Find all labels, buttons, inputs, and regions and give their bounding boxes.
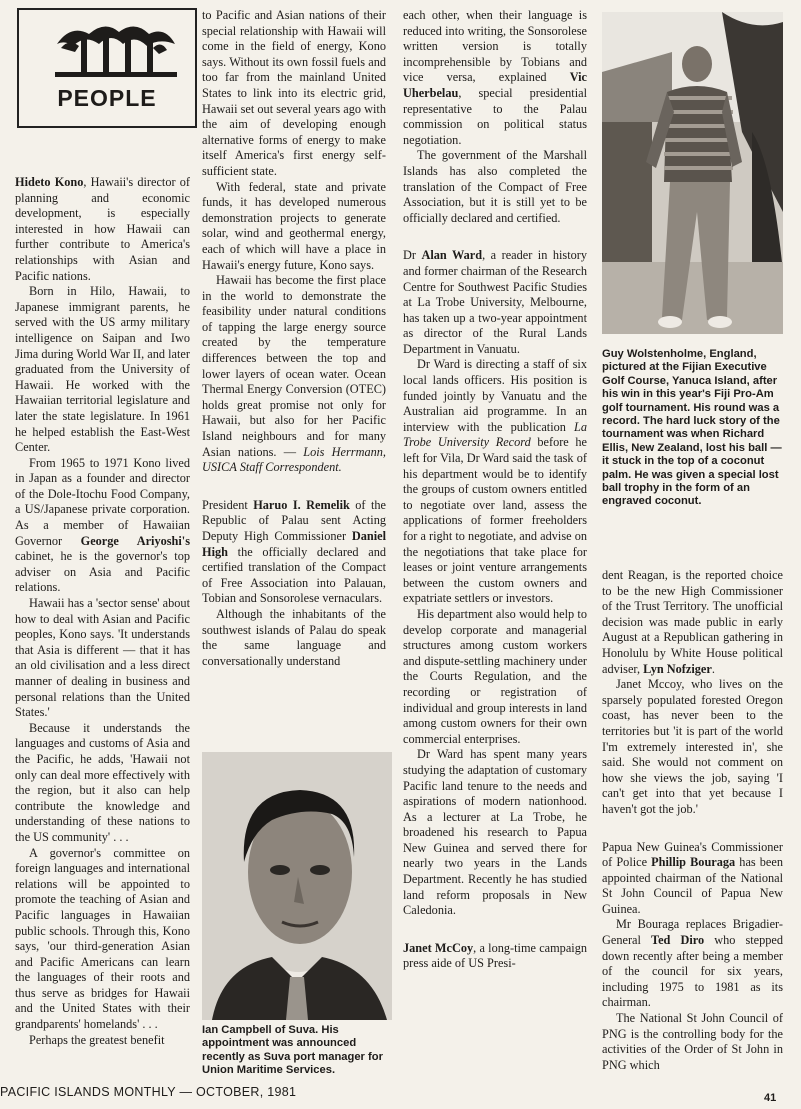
author-credit: Lois Herrmann, USICA Staff Correspondent.: [202, 444, 386, 475]
paragraph: [602, 840, 783, 918]
photo-caption-guy-wolstenholme: Guy Wolstenholme, England, pictured at the Fijian Executive Golf Course, Yanuca Island, after his win in this year's Fiji Pro-Am golf tournament. His round was a record. The hard luck story of the tournament was when Richard Ellis, New Zealand, lost his ball — it stuck in the top of a coconut palm. He was given a special lost ball trophy in the form of an engraved coconut.: [602, 348, 782, 508]
text: cabinet, he is the governor's top adviser on Asia and Pacific relations.: [15, 549, 190, 595]
text: dent Reagan, is the reported choice to be the new High Commissioner of the Trust Territory. The unofficial decision was made public in early August at a Republican gathering in Honolulu by White House political adviser,: [602, 568, 783, 676]
paragraph: Dr Ward has spent many years studying the adaptation of customary Pacific land tenure to the needs and aspirations of modern nationhood. As a lecturer at La Trobe, he broadened his research to Papua New Guinea and served there for nearly two years in the Lands Department. Recently he has studied land reform proposals in New Caledonia.: [403, 747, 587, 918]
person-name: Daniel High: [202, 529, 386, 559]
text: From 1965 to 1971 Kono lived in Japan as a founder and director of the Dole-Itochu Food Company, a US/Japanese private corporation. As a member of Hawaiian Governor: [15, 455, 190, 548]
footer-masthead: PACIFIC ISLANDS MONTHLY — OCTOBER, 1981: [0, 1085, 297, 1099]
paragraph: [602, 568, 783, 677]
paragraph: The National St John Council of PNG is the controlling body for the activities of the Order of St John in PNG which: [602, 1011, 783, 1072]
person-name: Phillip Bouraga: [651, 855, 736, 870]
publication-name: La Trobe University Record: [403, 419, 587, 450]
person-name: Ted Diro: [651, 933, 705, 948]
text: each other, when their language is reduced into writing, the Sonsorolese written version is totally incomprehensible by Tobians and vice versa, explained: [403, 8, 587, 85]
text: President: [202, 497, 254, 512]
text: has been appointed chairman of the National St John Council of Papua New Guinea.: [602, 855, 783, 916]
paragraph: [202, 273, 386, 476]
person-name: Hideto Kono: [15, 175, 84, 189]
text: , special presidential representative to the Palau commission on political status negotiation.: [403, 85, 587, 147]
paragraph: [403, 357, 587, 607]
column-4: [602, 568, 783, 1073]
paragraph: [403, 248, 587, 357]
paragraph: The government of the Marshall Islands has also completed the translation of the Compact of Free Association, but it is still yet to be officially declared and certified.: [403, 148, 587, 225]
paragraph: [15, 456, 190, 596]
column-3: [403, 8, 587, 972]
paragraph: Janet Mccoy, who lives on the sparsely populated forested Oregon coast, has never been to the territories but 'it is part of the world I'm extremely interested in', she said. She would not comment on how she views the job, saying 'I can't get into that yet because I haven't got the job.': [602, 677, 783, 816]
text: of the Republic of Palau sent Acting Deputy High Commissioner: [202, 497, 386, 543]
photo-caption-ian-campbell: Ian Campbell of Suva. His appointment was announced recently as Suva port manager for Union Maritime Services.: [202, 1024, 383, 1077]
text: , a long-time campaign press aide of US Presi-: [403, 940, 587, 971]
text: , a reader in history and former chairman of the Research Centre for Southwest Pacific Studies at La Trobe University, Melbourne, has taken up a two-year appointment as director of the Rural Lands Department in Vanuatu.: [403, 248, 588, 356]
person-name: Janet McCoy: [403, 940, 474, 955]
palm-trees-logo: [19, 16, 195, 86]
text: before he left for Vila, Dr Ward said the task of his department would be to identify the groups of custom owners entitled to negotiate over land, assess the applications of former freeholders for a right to negotiate, and advise on the negotiations that take place for leases or joint venture arrangements between the custom owners and expatriate settlers or investors.: [403, 435, 587, 606]
text: .: [711, 661, 715, 676]
text: Dr: [403, 248, 422, 263]
photo-guy-wolstenholme-golf: [602, 12, 783, 334]
paragraph: Perhaps the greatest benefit: [29, 1032, 165, 1047]
text: the officially declared and certified translation of the Compact of Free Association into Palauan, Tobian and Sonsorolese vernaculars.: [202, 544, 386, 606]
text: Dr Ward is directing a staff of six local lands officers. His position is funded jointly by Vanuatu and the Australian aid programme. In an interview with the publication: [403, 357, 587, 434]
paragraph: Born in Hilo, Hawaii, to Japanese immigrant parents, he served with the US army military intelligence on Saipan and Iwo Jima during World War II, and later graduated from the University of Hawaii. He worked with the Hawaiian territorial legislature and later the state legislature. In 1961 he helped establish the East-West Center.: [15, 284, 190, 455]
text: Papua New Guinea's Commissioner of Police: [602, 839, 783, 870]
person-name: Alan Ward: [421, 248, 483, 263]
paragraph: [15, 175, 190, 284]
paragraph: Hawaii has a 'sector sense' about how to deal with Asian and Pacific peoples, Kono says. 'It understands that Asia is different — that it has an old civilisation and a less direct manner of dealing in business and personal relations than the United States.': [15, 596, 190, 720]
paragraph: [403, 941, 587, 972]
paragraph: [403, 8, 587, 148]
person-name: Lyn Nofziger: [643, 661, 712, 676]
text: Hawaii has become the first place in the world to demonstrate the feasibility under natural conditions of tapping the large energy source created by the temperature differences between the top and lower layers of ocean water. Ocean Thermal Energy Conversion (OTEC) holds great promise not only for Hawaii, but also for her Pacific Island neighbours and for many Asian nations. —: [202, 273, 386, 459]
text: , Hawaii's director of planning and economic development, is especially interested in how Hawaii can further contribute to America's relationships with Asian and Pacific nations.: [15, 175, 190, 283]
person-name: George Ariyoshi's: [80, 533, 190, 548]
section-title: PEOPLE: [57, 85, 157, 111]
paragraph: His department also would help to develop corporate and managerial structures among custom workers and dispute-settling machinery under the Courts Regulation, and the recording or registration of individual and group interests in land among custom owners for their own commercial enterprises.: [403, 606, 587, 746]
paragraph: A governor's committee on foreign languages and international relations will be appointed to promote the teaching of Asian and Pacific languages in Hawaiian public schools. Through this, Kono says, 'our third-generation Asian and Pacific Americans can learn the languages of their roots and thus serve as bridges for Hawaii and the United States with their grandparents' homelands' . . .: [15, 845, 190, 1032]
paragraph: [202, 498, 386, 607]
person-name: Haruo I. Remelik: [253, 497, 350, 512]
text: who stepped down recently after being a member of the council for six years, including 1975 to 1981 as its chairman.: [602, 933, 784, 1010]
section-header-box: [17, 8, 197, 128]
column-1: [15, 175, 190, 1048]
portrait-photo-ian-campbell: [202, 752, 392, 1020]
column-2: [202, 8, 386, 669]
golf-photo-image: [602, 12, 783, 334]
person-name: Vic Uherbelau: [403, 70, 587, 100]
text: Mr Bouraga replaces Brigadier-General: [602, 917, 783, 948]
paragraph: to Pacific and Asian nations of their special relationship with Hawaii will come in the field of energy, Kono says. Without its own fossil fuels and too far from the mainland United States to link into its electric grid, Hawaii set out several years ago with the aim of developing enough alternative forms of energy to make itself America's first energy self-sufficient state.: [202, 8, 386, 178]
paragraph: Because it understands the languages and customs of Asia and the Pacific, he adds, 'Hawaii not only can deal more effectively with the region, but it also can help contribute the knowledge and understanding of these nations to the US community' . . .: [15, 720, 190, 844]
paragraph: Although the inhabitants of the southwest islands of Palau do speak the same language and conversationally understand: [202, 606, 386, 668]
page-number: 41: [764, 1092, 777, 1104]
portrait-image: [202, 752, 392, 1020]
paragraph: [602, 917, 783, 1011]
paragraph: With federal, state and private funds, it has developed numerous demonstration projects to generate solar, wind and geothermal energy, each of which will have a place in Hawaii's energy future, Kono says.: [202, 179, 386, 272]
